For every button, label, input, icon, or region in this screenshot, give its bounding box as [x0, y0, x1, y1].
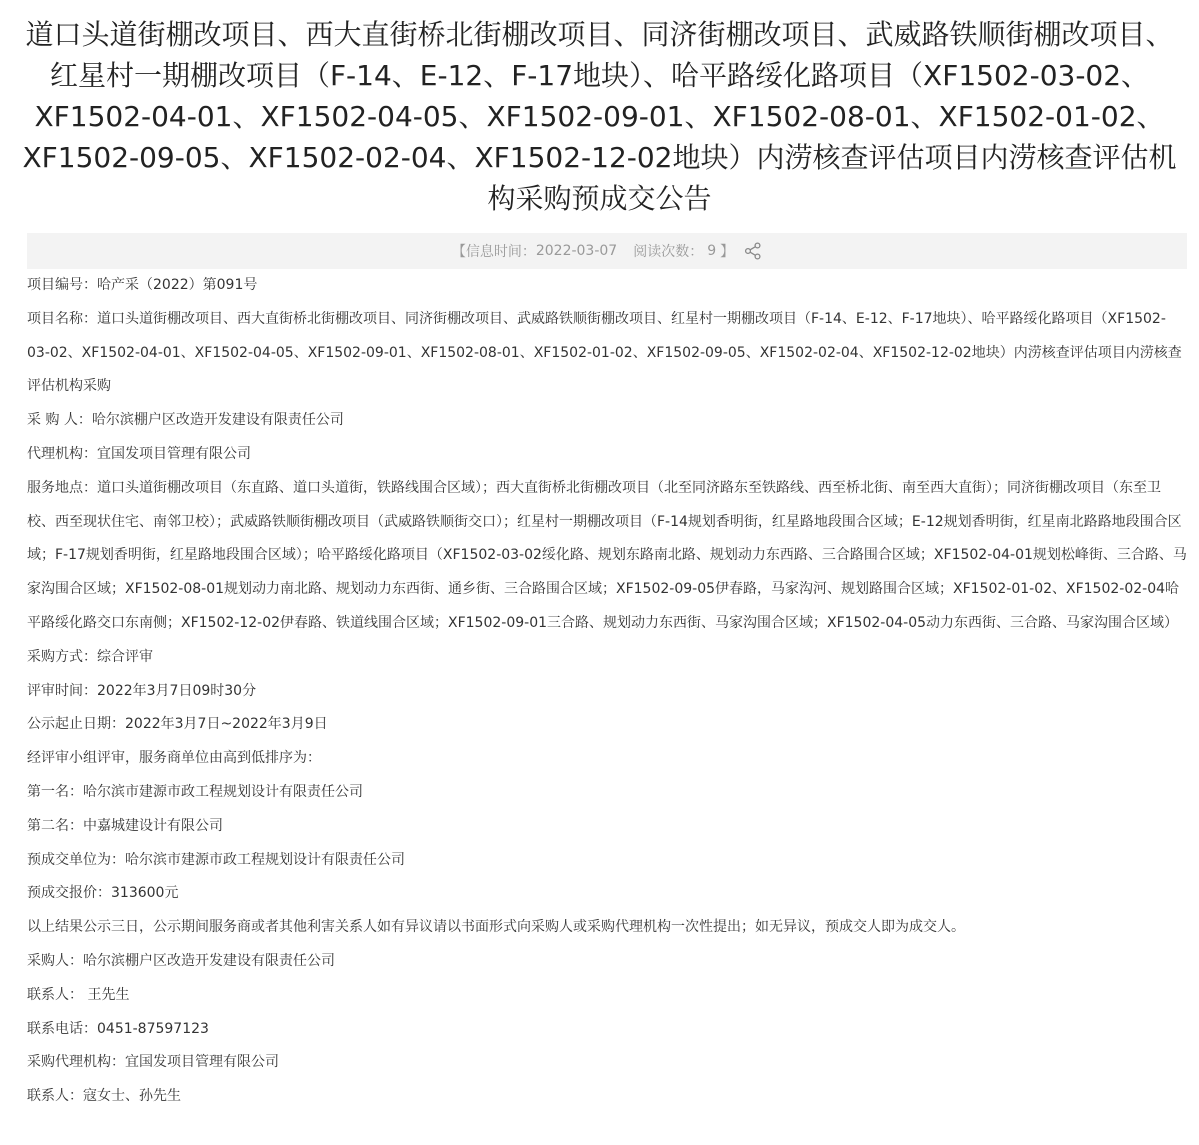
purchaser-contact-person: 联系人： 王先生: [27, 986, 130, 1003]
announcement-body: [0, 269, 1199, 1114]
info-views-value: 9: [707, 243, 717, 259]
info-bar: [27, 233, 1187, 269]
info-time-value: 2022-03-07: [535, 243, 618, 259]
service-location: 服务地点：道口头道街棚改项目（东直路、道口头道街，铁路线围合区域）；西大直街桥北街棚改项目（北至同济路东至铁路线、西至桥北街、南至西大直街）；同济街棚改项目（东至卫校、西至现状住宅、南邻卫校）；武威路铁顺街棚改项目（武威路铁顺街交口）；红星村一期棚改项目（F-14规划香明街，红星路地段围合区域；E-12规划香明街，红星南北路路地段围合区域；F-17规划香明街，红星路地段围合区域）；哈平路绥化路项目（XF1502-03-02绥化路、规划东路南北路、规划动力东西路、三合路围合区域；XF1502-04-01规划松峰街、三合路、马家沟围合区域；XF1502-08-01规划动力南北路、规划动力东西街、通乡街、三合路围合区域；XF1502-09-05伊春路，马家沟河、规划路围合区域；XF1502-01-02、XF1502-02-04哈平路绥化路交口东南侧；XF1502-12-02伊春路、铁道线围合区域；XF1502-09-01三合路、规划动力东西街、马家沟围合区域；XF1502-04-05动力东西街、三合路、马家沟围合区域）: [27, 479, 1187, 631]
agency: 代理机构：宜国发项目管理有限公司: [27, 445, 251, 462]
purchaser-contact-phone: 联系电话：0451-87597123: [27, 1020, 209, 1037]
info-views-label: 阅读次数：: [633, 244, 704, 260]
project-name: 项目名称：道口头道街棚改项目、西大直街桥北街棚改项目、同济街棚改项目、武威路铁顺街棚改项目、红星村一期棚改项目（F-14、E-12、F-17地块）、哈平路绥化路项目（XF1502-03-02、XF1502-04-01、XF1502-04-05、XF1502-09-01、XF1502-08-01、XF1502-01-02、XF1502-09-05、XF1502-02-04、XF1502-12-02地块）内涝核查评估项目内涝核查评估机构采购: [27, 310, 1182, 395]
publicity-notice: 以上结果公示三日，公示期间服务商或者其他利害关系人如有异议请以书面形式向采购人或采购代理机构一次性提出；如无异议，预成交人即为成交人。: [27, 919, 965, 936]
pre-deal-unit: 预成交单位为：哈尔滨市建源市政工程规划设计有限责任公司: [27, 851, 405, 868]
procurement-method: 采购方式：综合评审: [27, 648, 153, 665]
rank-second: 第二名：中嘉城建设计有限公司: [27, 817, 223, 834]
project-number: 项目编号：哈产采（2022）第091号: [27, 277, 258, 293]
share-icon[interactable]: [744, 242, 762, 260]
agency-contact-person: 联系人：寇女士、孙先生: [27, 1088, 181, 1105]
purchaser: 采 购 人：哈尔滨棚户区改造开发建设有限责任公司: [27, 412, 344, 429]
info-close-bracket: 】: [720, 244, 735, 260]
page-title: 道口头道街棚改项目、西大直街桥北街棚改项目、同济街棚改项目、武威路铁顺街棚改项目、红星村一期棚改项目（F-14、E-12、F-17地块）、哈平路绥化路项目（XF1502-03-02、XF1502-04-01、XF1502-04-05、XF1502-09-01、XF1502-08-01、XF1502-01-02、XF1502-09-05、XF1502-02-04、XF1502-12-02地块）内涝核查评估项目内涝核查评估机构采购预成交公告: [22, 18, 1177, 215]
purchaser-contact-org: 采购人：哈尔滨棚户区改造开发建设有限责任公司: [27, 952, 335, 969]
ranking-intro: 经评审小组评审，服务商单位由高到低排序为：: [27, 750, 321, 767]
review-time: 评审时间：2022年3月7日09时30分: [27, 682, 257, 699]
rank-first: 第一名：哈尔滨市建源市政工程规划设计有限责任公司: [27, 783, 363, 800]
agency-contact-org: 采购代理机构：宜国发项目管理有限公司: [27, 1054, 279, 1071]
info-time-label: 【信息时间：: [451, 244, 536, 260]
pre-deal-price: 预成交报价：313600元: [27, 885, 179, 902]
publicity-period: 公示起止日期：2022年3月7日~2022年3月9日: [27, 716, 328, 733]
